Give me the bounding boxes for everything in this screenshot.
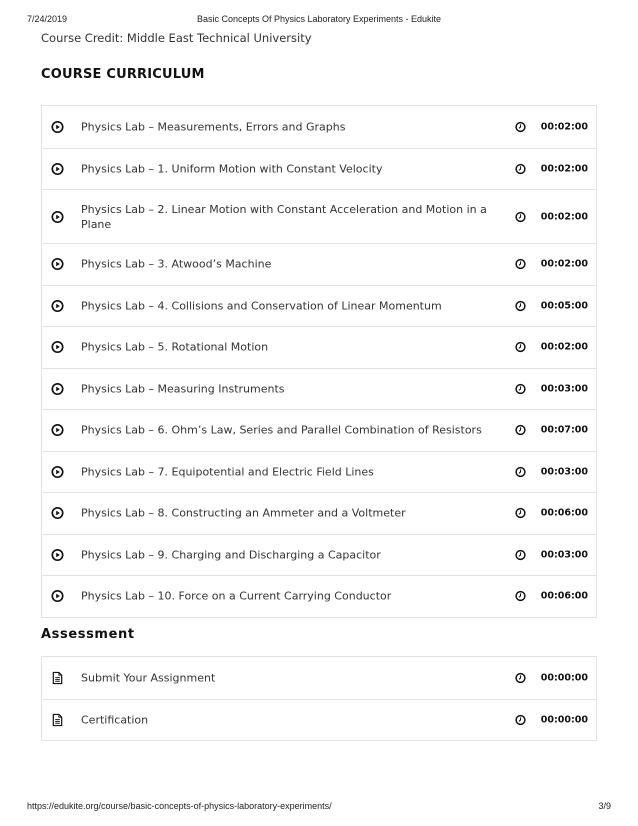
assessment-duration: 00:00:00 bbox=[540, 714, 588, 726]
play-circle-icon bbox=[51, 299, 64, 312]
play-circle-icon bbox=[51, 548, 64, 561]
lesson-title[interactable]: Physics Lab – 6. Ohm’s Law, Series and Parallel Combination of Resistors bbox=[81, 423, 482, 437]
lesson-row[interactable] bbox=[42, 189, 596, 243]
lesson-duration: 00:03:00 bbox=[540, 466, 588, 478]
lesson-duration: 00:02:00 bbox=[540, 258, 588, 270]
assessment-title[interactable]: Submit Your Assignment bbox=[81, 671, 216, 685]
lesson-row[interactable] bbox=[42, 148, 596, 190]
lesson-row[interactable] bbox=[42, 451, 596, 493]
lesson-duration: 00:06:00 bbox=[540, 507, 588, 519]
clock-icon bbox=[515, 591, 526, 602]
lesson-title[interactable]: Physics Lab – 1. Uniform Motion with Constant Velocity bbox=[81, 162, 383, 176]
lesson-duration: 00:02:00 bbox=[540, 121, 588, 133]
page-number: 3/9 bbox=[598, 801, 611, 811]
play-circle-icon bbox=[51, 424, 64, 437]
clock-icon bbox=[515, 549, 526, 560]
print-page-title: Basic Concepts Of Physics Laboratory Experiments - Edukite bbox=[196, 14, 442, 24]
lesson-title[interactable]: Physics Lab – 4. Collisions and Conservation of Linear Momentum bbox=[81, 299, 442, 313]
clock-icon bbox=[515, 300, 526, 311]
play-circle-icon bbox=[51, 382, 64, 395]
lesson-row[interactable] bbox=[42, 409, 596, 451]
lesson-row[interactable] bbox=[42, 492, 596, 534]
lesson-title[interactable]: Physics Lab – 3. Atwood’s Machine bbox=[81, 257, 272, 271]
clock-icon bbox=[515, 342, 526, 353]
lesson-row[interactable] bbox=[42, 326, 596, 368]
assessment-list bbox=[41, 656, 597, 741]
print-footer bbox=[0, 801, 638, 813]
lesson-title[interactable]: Physics Lab – 7. Equipotential and Electric Field Lines bbox=[81, 465, 374, 479]
clock-icon bbox=[515, 425, 526, 436]
play-circle-icon bbox=[51, 258, 64, 271]
assessment-row[interactable] bbox=[42, 657, 596, 699]
lesson-duration: 00:05:00 bbox=[540, 300, 588, 312]
clock-icon bbox=[515, 508, 526, 519]
play-circle-icon bbox=[51, 590, 64, 603]
clock-icon bbox=[515, 259, 526, 270]
play-circle-icon bbox=[51, 465, 64, 478]
lesson-row[interactable] bbox=[42, 285, 596, 327]
play-circle-icon bbox=[51, 507, 64, 520]
curriculum-heading: COURSE CURRICULUM bbox=[41, 67, 205, 82]
lesson-duration: 00:03:00 bbox=[540, 549, 588, 561]
lesson-title[interactable]: Physics Lab – 5. Rotational Motion bbox=[81, 340, 269, 354]
lesson-row[interactable] bbox=[42, 243, 596, 285]
play-circle-icon bbox=[51, 120, 64, 133]
assessment-duration: 00:00:00 bbox=[540, 672, 588, 684]
curriculum-list bbox=[41, 105, 597, 618]
clock-icon bbox=[515, 672, 526, 683]
play-circle-icon bbox=[51, 210, 64, 223]
lesson-title[interactable]: Physics Lab – 8. Constructing an Ammeter and a Voltmeter bbox=[81, 506, 406, 520]
play-circle-icon bbox=[51, 341, 64, 354]
assessment-heading: Assessment bbox=[41, 627, 135, 642]
lesson-title[interactable]: Physics Lab – Measuring Instruments bbox=[81, 382, 285, 396]
clock-icon bbox=[515, 466, 526, 477]
print-header bbox=[0, 14, 638, 26]
lesson-duration: 00:03:00 bbox=[540, 383, 588, 395]
clock-icon bbox=[515, 121, 526, 132]
lesson-title[interactable]: Physics Lab – 10. Force on a Current Carrying Conductor bbox=[81, 589, 392, 603]
print-url: https://edukite.org/course/basic-concepts-of-physics-laboratory-experiments/ bbox=[27, 801, 332, 811]
clock-icon bbox=[515, 163, 526, 174]
lesson-duration: 00:02:00 bbox=[540, 163, 588, 175]
clock-icon bbox=[515, 211, 526, 222]
lesson-duration: 00:07:00 bbox=[540, 424, 588, 436]
document-icon bbox=[51, 671, 64, 684]
lesson-title[interactable]: Physics Lab – 9. Charging and Discharging a Capacitor bbox=[81, 548, 381, 562]
lesson-title[interactable]: Physics Lab – Measurements, Errors and Graphs bbox=[81, 120, 346, 134]
document-icon bbox=[51, 713, 64, 726]
clock-icon bbox=[515, 714, 526, 725]
lesson-duration: 00:06:00 bbox=[540, 590, 588, 602]
assessment-row[interactable] bbox=[42, 699, 596, 741]
play-circle-icon bbox=[51, 162, 64, 175]
lesson-title[interactable]: Physics Lab – 2. Linear Motion with Constant Acceleration and Motion in a Plane bbox=[81, 202, 487, 231]
lesson-duration: 00:02:00 bbox=[540, 211, 588, 222]
lesson-row[interactable] bbox=[42, 575, 596, 617]
lesson-row[interactable] bbox=[42, 106, 596, 148]
lesson-row[interactable] bbox=[42, 534, 596, 576]
course-credit: Course Credit: Middle East Technical University bbox=[41, 31, 312, 45]
lesson-duration: 00:02:00 bbox=[540, 341, 588, 353]
lesson-row[interactable] bbox=[42, 368, 596, 410]
print-date: 7/24/2019 bbox=[27, 14, 68, 24]
assessment-title[interactable]: Certification bbox=[81, 713, 149, 727]
clock-icon bbox=[515, 383, 526, 394]
